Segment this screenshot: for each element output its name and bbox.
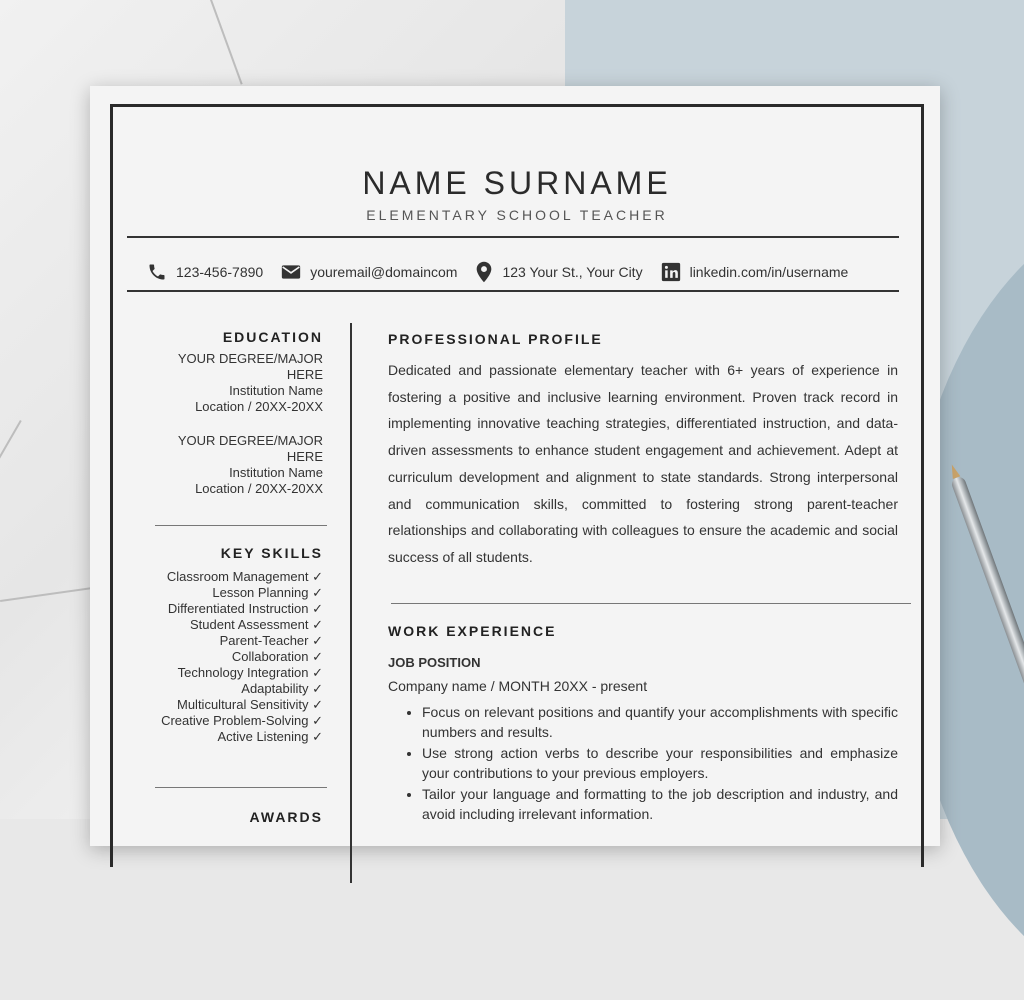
header-rule-top	[127, 236, 899, 238]
education-entry	[153, 433, 323, 497]
skill-item: Parent-Teacher ✓	[219, 633, 323, 648]
left-column	[153, 329, 323, 497]
column-divider	[350, 323, 352, 883]
resume-frame	[110, 104, 924, 867]
work-bullets	[388, 702, 898, 824]
job-position: JOB POSITION	[388, 655, 481, 670]
work-section	[388, 623, 898, 825]
company-dates: Company name / MONTH 20XX - present	[388, 678, 648, 694]
resume-job-title: ELEMENTARY SCHOOL TEACHER	[366, 207, 668, 223]
skills-list	[153, 569, 323, 745]
bullet-item: • Focus on relevant positions and quantify your accomplishments with specific numbers and results.	[422, 702, 898, 742]
location-icon	[475, 261, 493, 283]
skill-item: Active Listening ✓	[217, 729, 323, 744]
institution: Institution Name	[229, 383, 323, 398]
awards-section	[153, 809, 323, 825]
contact-email	[281, 264, 457, 280]
linkedin-icon	[661, 262, 681, 282]
skill-item: Classroom Management ✓	[166, 569, 323, 584]
degree-line2: HERE	[286, 449, 323, 464]
profile-section	[388, 331, 898, 571]
email-icon	[281, 264, 301, 280]
degree: YOUR DEGREE/MAJOR	[177, 433, 323, 448]
skill-item: Multicultural Sensitivity ✓	[177, 697, 323, 712]
awards-heading: AWARDS	[249, 809, 323, 825]
location-dates: Location / 20XX-20XX	[195, 399, 323, 414]
linkedin-text: linkedin.com/in/username	[689, 264, 849, 280]
education-entry	[153, 351, 323, 415]
skill-item: Creative Problem-Solving ✓	[161, 713, 323, 728]
skill-item: Student Assessment ✓	[189, 617, 323, 632]
education-heading: EDUCATION	[222, 329, 323, 345]
degree: YOUR DEGREE/MAJOR	[177, 351, 323, 366]
resume-name: NAME SURNAME	[362, 165, 672, 201]
marble-vein	[0, 420, 22, 525]
skill-item: Differentiated Instruction ✓	[167, 601, 323, 616]
profile-heading: PROFESSIONAL PROFILE	[388, 331, 603, 347]
bullet-item: • Tailor your language and formatting to the job description and industry, and avoid including irrelevant information.	[422, 784, 898, 824]
institution: Institution Name	[229, 465, 323, 480]
skills-heading: KEY SKILLS	[220, 545, 323, 561]
address-text: 123 Your St., Your City	[502, 264, 643, 280]
skill-item: Technology Integration ✓	[177, 665, 323, 680]
degree-line2: HERE	[286, 367, 323, 382]
skill-item: Collaboration ✓	[231, 649, 323, 664]
work-heading: WORK EXPERIENCE	[388, 623, 557, 639]
contact-address	[475, 261, 642, 283]
left-divider	[155, 787, 327, 788]
location-dates: Location / 20XX-20XX	[195, 481, 323, 496]
phone-text: 123-456-7890	[176, 264, 264, 280]
resume-page	[90, 86, 940, 846]
contact-linkedin	[661, 262, 849, 282]
phone-icon	[147, 262, 167, 282]
left-divider	[155, 525, 327, 526]
bullet-item: • Use strong action verbs to describe your responsibilities and emphasize your contributions to your previous employers.	[422, 743, 898, 783]
right-divider	[391, 603, 911, 604]
marble-vein	[210, 0, 243, 85]
contact-bar	[147, 257, 919, 287]
skills-section	[153, 545, 323, 745]
header-rule-bottom	[127, 290, 899, 292]
skill-item: Lesson Planning ✓	[212, 585, 323, 600]
profile-text: Dedicated and passionate elementary teacher with 6+ years of experience in fostering a positive and inclusive learning environment. Proven track record in implementing innovative teaching strategies, differentiated instruction, and data-driven assessments to enhance student engagement and achievement. Adept at curriculum development and alignment to state standards. Strong interpersonal and communication skills, committed to fostering strong parent-teacher relationships and collaborating with colleagues to ensure the academic and social success of all students.	[388, 362, 898, 565]
skill-item: Adaptability ✓	[241, 681, 323, 696]
email-text: youremail@domaincom	[310, 264, 458, 280]
contact-phone	[147, 262, 263, 282]
